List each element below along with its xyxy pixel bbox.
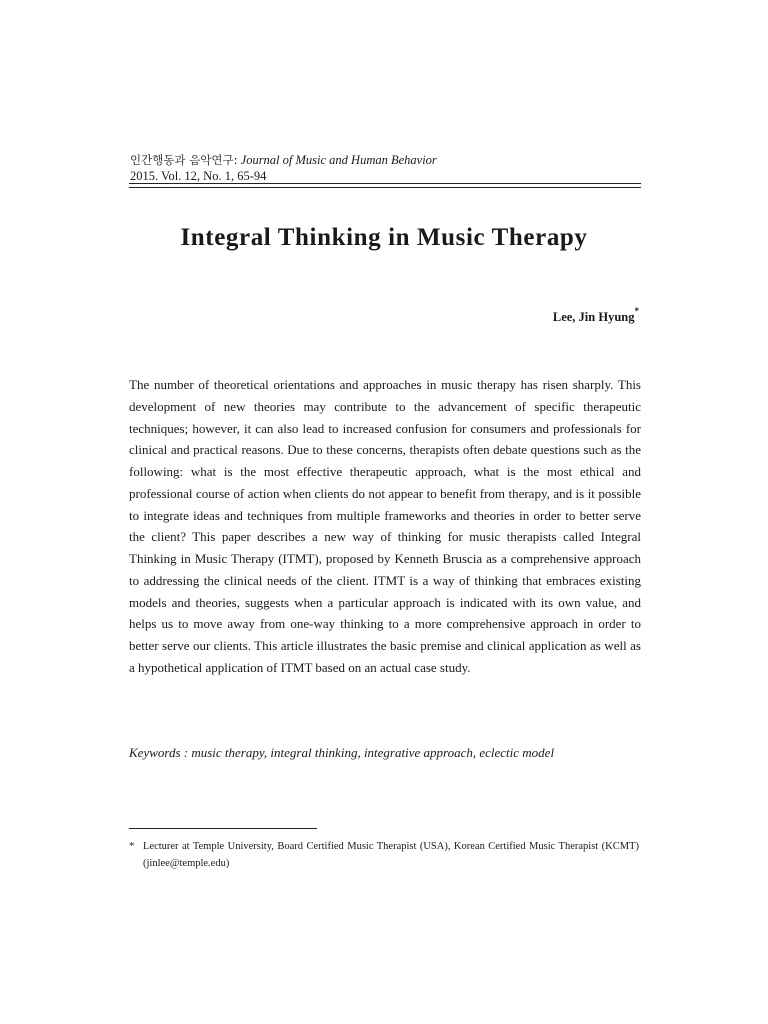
journal-issue-line: 2015. Vol. 12, No. 1, 65-94	[130, 169, 267, 183]
journal-name-line	[130, 152, 640, 168]
abstract-paragraph: The number of theoretical orientations and approaches in music therapy has risen sharply. This development of new theories may contribute to the advancement of specific therapeutic techniques; however, it can also lead to increased confusion for consumers and professionals for clinical and practical reasons. Due to these concerns, therapists often debate questions such as the following: what is the most effective therapeutic approach, what is the most ethical and professional course of action when clients do not appear to benefit from therapy, and is it possible to integrate ideas and techniques from multiple frameworks and theories in order to better serve the client? This paper describes a new way of thinking for music therapists called Integral Thinking in Music Therapy (ITMT), proposed by Kenneth Bruscia as a comprehensive approach to addressing the clinical needs of the client. ITMT is a way of thinking that embraces existing models and theories, suggests when a particular approach is indicated with its own value, and helps us to move away from one-way thinking to a more comprehensive approach in order to better serve our clients. This article illustrates the basic premise and clinical application as well as a hypothetical application of ITMT based on an actual case study.	[129, 377, 641, 675]
journal-name-korean: 인간행동과 음악연구:	[130, 153, 238, 167]
author-footnote-marker: *	[634, 306, 639, 316]
footnote-separator	[129, 828, 317, 829]
header-rule-thick	[129, 183, 641, 184]
journal-name-english: Journal of Music and Human Behavior	[240, 153, 437, 167]
journal-header	[130, 152, 640, 184]
author-line	[553, 308, 639, 325]
paper-title: Integral Thinking in Music Therapy	[180, 224, 588, 251]
author-name: Lee, Jin Hyung	[552, 310, 635, 325]
keywords-line: Keywords : music therapy, integral thinking, integrative approach, eclectic model	[129, 745, 555, 760]
author-footnote	[129, 838, 639, 872]
footnote-marker: *	[129, 841, 135, 852]
footnote-text: Lecturer at Temple University, Board Certified Music Therapist (USA), Korean Certified Music Therapist (KCMT) (jinlee@temple.edu)	[143, 841, 639, 869]
header-rule-thin	[129, 187, 641, 188]
